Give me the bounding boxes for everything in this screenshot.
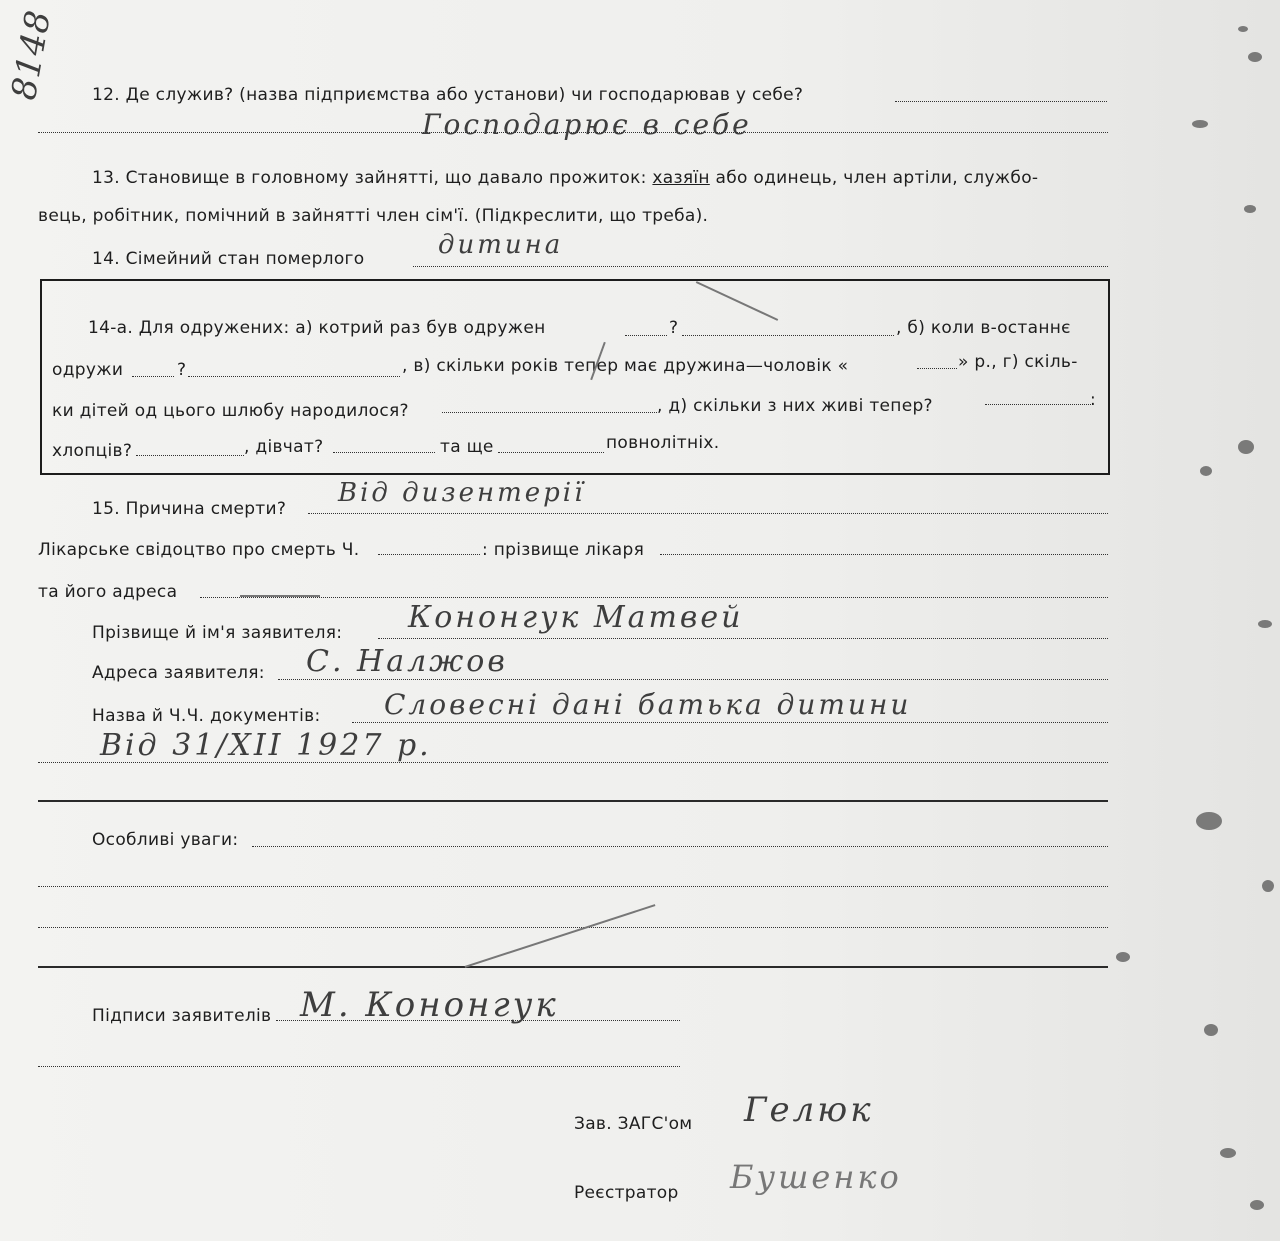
paper-damage-mark — [1238, 440, 1254, 454]
paper-damage-mark — [1258, 620, 1272, 628]
paper-damage-mark — [1248, 52, 1262, 62]
applicants-signature-value: М. Кононгук — [300, 985, 559, 1025]
q14a-alive-dots — [985, 404, 1091, 405]
paper-damage-mark — [1200, 466, 1212, 476]
applicant-address-label: Адреса заявителя: — [92, 663, 265, 683]
registrar-label: Реєстратор — [574, 1183, 679, 1203]
paper-damage-mark — [1196, 812, 1222, 830]
paper-damage-mark — [1192, 120, 1208, 128]
paper-damage-mark — [1116, 952, 1130, 962]
doctor-certificate-dots — [378, 554, 480, 555]
paper-damage-mark — [1244, 205, 1256, 213]
q14-label: 14. Сімейний стан померлого — [92, 249, 365, 269]
remarks-dots-1 — [252, 846, 1108, 847]
paper-damage-mark — [1250, 1200, 1264, 1210]
registry-head-label: Зав. ЗАГС'ом — [574, 1114, 693, 1134]
doctor-certificate-label: Лікарське свідоцтво про смерть Ч. — [38, 540, 360, 560]
pencil-stroke — [465, 904, 656, 968]
q15-answer: Від дизентерії — [338, 478, 586, 508]
q12-label: 12. Де служив? (назва підприємства або установи) чи господарював у себе? — [92, 85, 804, 105]
remarks-label: Особливі уваги: — [92, 830, 239, 850]
q15-dotted-line — [308, 513, 1108, 514]
married-section-box — [40, 279, 1110, 475]
q14-answer: дитина — [438, 230, 564, 260]
q12-answer: Господарює в себе — [422, 108, 752, 141]
applicant-name-dots — [378, 638, 1108, 639]
q14-dotted-line — [413, 266, 1108, 267]
applicants-signature-label: Підписи заявителів — [92, 1006, 272, 1026]
q14a-text-d: , в) скільки років тепер має дружина—чоловік « — [402, 356, 849, 376]
q14a-text-c: одружи — [52, 360, 124, 380]
q15-label: 15. Причина смерти? — [92, 499, 287, 519]
q14a-text-b: , б) коли в-останнє — [896, 318, 1071, 338]
q14a-q1: ? — [669, 318, 679, 338]
q14a-text-e: » р., г) скіль- — [958, 352, 1078, 372]
margin-note: 8148 — [4, 6, 60, 103]
q14a-text-g: , д) скільки з них живі тепер? — [657, 396, 933, 416]
section-divider-2 — [38, 966, 1108, 968]
remarks-dots-3 — [38, 927, 1108, 928]
q14a-boys-label: хлопців? — [52, 441, 133, 461]
registrar-signature: Бушенко — [730, 1158, 902, 1196]
documents-value-2: Від 31/XII 1927 р. — [100, 728, 432, 763]
q13-text-c: або одинець, член артіли, службо- — [715, 168, 1039, 188]
paper-damage-mark — [1204, 1024, 1218, 1036]
paper-damage-mark — [1220, 1148, 1236, 1158]
documents-label: Назва й Ч.Ч. документів: — [92, 706, 321, 726]
q14a-when-dots — [132, 376, 174, 377]
pencil-stroke — [240, 595, 320, 597]
q14a-q2: ? — [177, 360, 187, 380]
q13-selected-option: хазяїн — [652, 168, 710, 188]
paper-damage-mark — [1262, 880, 1274, 892]
q14a-more-label: та ще — [440, 437, 494, 457]
q14a-text-h: : — [1090, 390, 1097, 410]
q14a-children-dots — [442, 412, 657, 413]
applicant-name-label: Прізвище й ім'я заявителя: — [92, 623, 343, 643]
doctor-address-label: та його адреса — [38, 582, 178, 602]
documents-dots — [352, 722, 1108, 723]
q14a-adult-dots — [498, 452, 604, 453]
doctor-name-label: : прізвище лікаря — [482, 540, 645, 560]
doctor-address-dots — [200, 597, 1108, 598]
applicant-address-dots — [278, 679, 1108, 680]
applicant-address-value: С. Налжов — [306, 644, 508, 679]
q12-dotted-line — [895, 101, 1107, 102]
q14a-text-f: ки дітей од цього шлюбу народилося? — [52, 401, 409, 421]
paper-damage-mark — [1238, 26, 1248, 32]
q14a-when-dots-2 — [188, 376, 400, 377]
q14a-adult-label: повнолітніх. — [606, 433, 720, 453]
documents-value: Словесні дані батька дитини — [384, 688, 912, 721]
q14a-line1 — [88, 318, 546, 338]
doctor-name-dots — [660, 554, 1108, 555]
applicant-name-value: Кононгук Матвей — [408, 600, 744, 635]
remarks-dots-2 — [38, 886, 1108, 887]
q13-text-a: 13. Становище в головному зайнятті, що давало прожиток: — [92, 168, 647, 188]
q12-dotted-line-2 — [38, 132, 1108, 133]
q14a-text-a: 14-а. Для одружених: а) котрий раз був одружен — [88, 318, 546, 338]
q13-line2: вець, робітник, помічний в зайнятті член сім'ї. (Підкреслити, що треба). — [38, 206, 709, 226]
q14a-boys-dots — [136, 455, 244, 456]
section-divider-1 — [38, 800, 1108, 802]
q14a-girls-label: , дівчат? — [244, 437, 324, 457]
q14a-times-married-dots-2 — [682, 335, 894, 336]
q13-line1 — [92, 168, 1038, 188]
applicants-signature-dots-2 — [38, 1066, 680, 1067]
q14a-girls-dots — [333, 452, 435, 453]
q14a-age-dots — [917, 368, 957, 369]
q14a-times-married-dots — [625, 335, 667, 336]
registry-head-signature: Гелюк — [744, 1090, 874, 1130]
